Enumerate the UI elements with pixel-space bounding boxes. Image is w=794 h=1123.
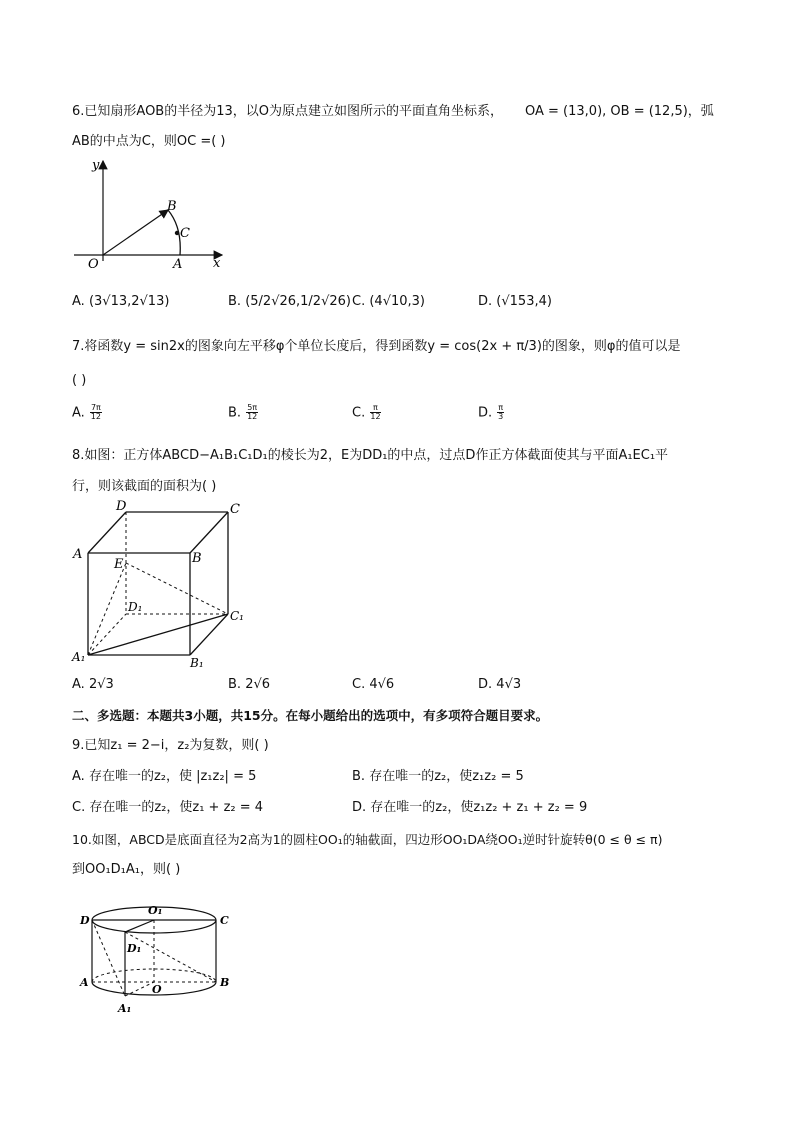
q6-point-c — [175, 231, 179, 235]
q8-label-d1: D₁ — [128, 600, 143, 614]
q8-option-a: A. 2√3 — [72, 677, 114, 692]
q8-label-b1: B₁ — [190, 656, 204, 670]
q6-label-a: A — [173, 257, 183, 272]
q6-vectors — [525, 104, 714, 121]
q6-option-b: B. (5/2√26,1/2√26) — [228, 294, 351, 309]
q6-line2 — [72, 134, 226, 151]
q7-option-c: C. $\frac{\pi}{12}$ — [352, 403, 381, 422]
q10-number: 10. — [72, 832, 92, 847]
q7-option-b-fraction: $\frac{5\pi}{12}$ — [247, 403, 258, 422]
q6-label-x: x — [213, 256, 221, 271]
section-2-heading: 二、多选题：本题共3小题，共15分。在每小题给出的选项中，有多项符合题目要求。 — [72, 708, 549, 723]
q7-option-a: A. $\frac{7\pi}{12}$ — [72, 403, 101, 422]
q7-number: 7. — [72, 339, 85, 354]
q8-label-a1: A₁ — [72, 650, 86, 664]
q6-figure — [72, 155, 232, 275]
q7-option-a-fraction: $\frac{7\pi}{12}$ — [90, 403, 101, 422]
q8-number: 8. — [72, 448, 85, 463]
q8-cube-figure — [68, 498, 258, 673]
q6-number: 6. — [72, 104, 85, 119]
q10-label-a: A — [80, 976, 89, 989]
q10-line2 — [72, 862, 180, 879]
q10-label-b: B — [220, 976, 230, 989]
q8-line1 — [72, 448, 668, 465]
q6-option-c: C. (4√10,3) — [352, 294, 426, 309]
q7-text-line2: ( ) — [72, 373, 87, 388]
q9-option-d: D. 存在唯一的z₂，使z₁z₂ + z₁ + z₂ = 9 — [352, 800, 588, 815]
q10-label-o: O — [152, 983, 162, 996]
q8-label-d: D — [116, 499, 127, 514]
q10-label-o1: O₁ — [148, 904, 163, 917]
q8-label-a: A — [73, 547, 83, 562]
q6-option-a: A. (3√13,2√13) — [72, 294, 170, 309]
q9-text-line1: 已知z₁ = 2−i，z₂为复数，则( ) — [84, 738, 269, 753]
q10-label-c: C — [220, 914, 229, 927]
q6-label-o: O — [88, 257, 99, 272]
q10-text-line2: 到OO₁D₁A₁，则( ) — [72, 862, 181, 877]
q7-line2 — [72, 373, 86, 390]
q8-label-b: B — [192, 551, 202, 566]
q8-label-e: E — [114, 557, 124, 572]
q7-option-b: B. $\frac{5\pi}{12}$ — [228, 403, 258, 422]
q8-line2 — [72, 479, 216, 496]
q6-option-d: D. (√153,4) — [478, 294, 552, 309]
q9-option-c: C. 存在唯一的z₂，使z₁ + z₂ = 4 — [72, 800, 264, 815]
q8-option-d: D. 4√3 — [478, 677, 522, 692]
q6-label-c: C — [180, 226, 190, 241]
q9-number: 9. — [72, 738, 85, 753]
q6-text-line2: AB的中点为C，则OC =( ) — [72, 134, 226, 149]
q7-option-d-fraction: $\frac{\pi}{3}$ — [498, 403, 504, 422]
q7-line1 — [72, 339, 680, 356]
q6-vectors-text: OA = (13,0), OB = (12,5)，弧 — [525, 104, 714, 119]
q9-line1 — [72, 738, 269, 755]
q6-label-y: y — [92, 158, 100, 173]
q6-line1 — [72, 104, 503, 121]
q10-label-d1: D₁ — [127, 942, 142, 955]
q8-option-c: C. 4√6 — [352, 677, 395, 692]
q7-text-line1: 将函数y = sin2x的图象向左平移φ个单位长度后，得到函数y = cos(2x + π/3)的图象，则φ的值可以是 — [84, 339, 681, 354]
q6-vector-ob — [103, 210, 168, 255]
q9-option-b: B. 存在唯一的z₂，使z₁z₂ = 5 — [352, 769, 524, 784]
q6-text-line1: 已知扇形AOB的半径为13，以O为原点建立如图所示的平面直角坐标系， — [84, 104, 503, 119]
q10-line1 — [72, 832, 662, 848]
q8-text-line2: 行，则该截面的面积为( ) — [72, 479, 217, 494]
q8-label-c: C — [230, 502, 240, 517]
q7-option-d: D. $\frac{\pi}{3}$ — [478, 403, 504, 422]
q9-option-a: A. 存在唯一的z₂，使 |z₁z₂| = 5 — [72, 769, 257, 784]
q10-cylinder-figure — [78, 900, 248, 1020]
q7-option-c-fraction: $\frac{\pi}{12}$ — [370, 403, 381, 422]
q8-label-c1: C₁ — [230, 609, 244, 623]
q10-label-a1: A₁ — [118, 1002, 132, 1015]
q10-label-d: D — [80, 914, 90, 927]
q6-label-b: B — [167, 199, 177, 214]
q10-text-line1: 如图，ABCD是底面直径为2高为1的圆柱OO₁的轴截面，四边形OO₁DA绕OO₁逆时针旋转θ(0 ≤ θ ≤ π) — [91, 832, 663, 847]
q8-option-b: B. 2√6 — [228, 677, 271, 692]
q8-text-line1: 如图：正方体ABCD−A₁B₁C₁D₁的棱长为2，E为DD₁的中点，过点D作正方体截面使其与平面A₁EC₁平 — [84, 448, 669, 463]
